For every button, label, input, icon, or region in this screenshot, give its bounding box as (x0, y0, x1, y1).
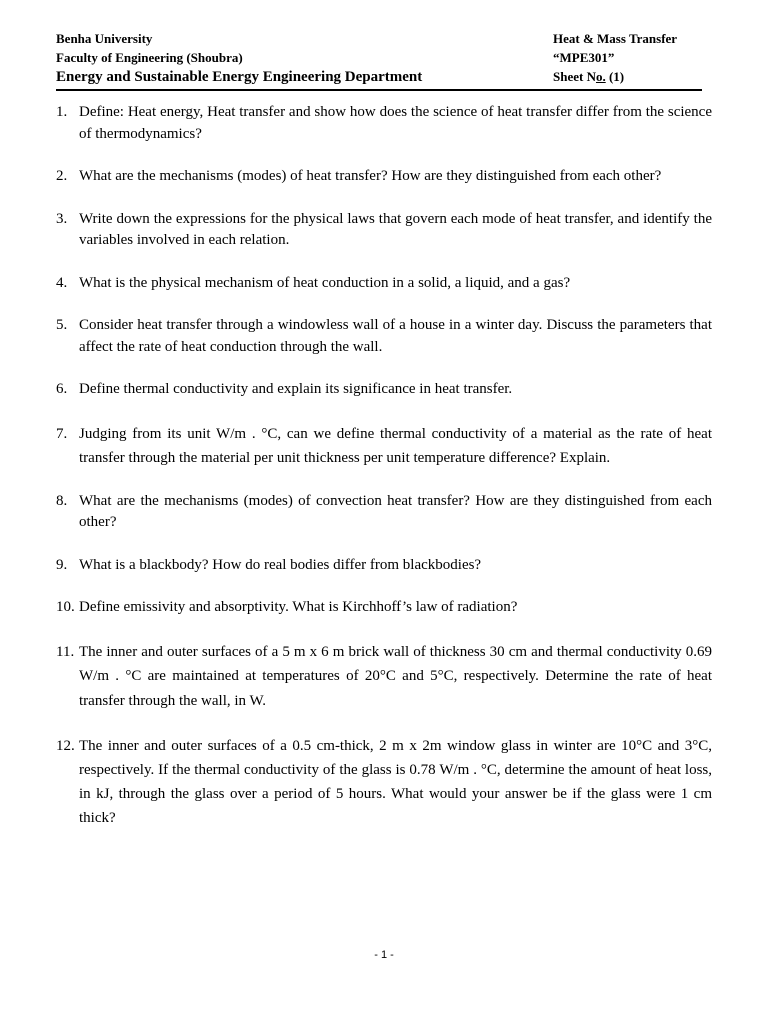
question-item (56, 102, 712, 145)
question-text: What are the mechanisms (modes) of heat transfer? How are they distinguished from each other? (79, 168, 662, 184)
header-course-block (553, 29, 713, 86)
header-institution-block (56, 29, 536, 87)
question-text: Define: Heat energy, Heat transfer and show how does the science of heat transfer differ from the science of thermodynamics? (79, 104, 712, 142)
question-item (56, 597, 712, 619)
question-text: What is a blackbody? How do real bodies differ from blackbodies? (79, 556, 482, 573)
question-item (56, 491, 712, 534)
question-item (56, 209, 712, 252)
question-item (56, 422, 712, 470)
faculty-name: Faculty of Engineering (Shoubra) (56, 50, 243, 65)
question-number: 2. (56, 168, 68, 184)
sheet-prefix: Sheet N (553, 69, 596, 84)
question-number: 4. (56, 274, 68, 291)
question-item (56, 640, 712, 714)
question-number: 7. (56, 425, 68, 442)
page-number: - 1 - (374, 949, 394, 961)
department-name: Energy and Sustainable Energy Engineering Department (56, 69, 423, 85)
question-text: Define emissivity and absorptivity. What is Kirchhoff’s law of radiation? (79, 599, 518, 615)
course-title: Heat & Mass Transfer (553, 31, 678, 46)
university-name: Benha University (56, 31, 153, 46)
question-item (56, 555, 712, 577)
question-text: Define thermal conductivity and explain its significance in heat transfer. (79, 381, 513, 397)
document-header (56, 29, 702, 89)
question-number: 8. (56, 492, 68, 509)
sheet-label (553, 67, 713, 86)
question-text: Write down the expressions for the physical laws that govern each mode of heat transfer, and identify the variables involved in each relation. (79, 210, 712, 248)
question-number: 5. (56, 317, 68, 333)
question-text: The inner and outer surfaces of a 5 m x 6 m brick wall of thickness 30 cm and thermal conductivity 0.69 W/m . °C are maintained at temperatures of 20°C and 5°C, respectively. Determine the rate of heat transfer through the wall, in W. (79, 643, 712, 709)
course-code: “MPE301” (553, 50, 615, 65)
question-item (56, 166, 712, 188)
question-text: Consider heat transfer through a windowless wall of a house in a winter day. Discuss the parameters that affect the rate of heat conduction through the wall. (79, 317, 712, 355)
question-text: What is the physical mechanism of heat conduction in a solid, a liquid, and a gas? (79, 274, 571, 291)
question-number: 9. (56, 556, 68, 573)
question-list (56, 102, 712, 830)
question-text: What are the mechanisms (modes) of convection heat transfer? How are they distinguished from each other? (79, 492, 712, 530)
question-item (56, 315, 712, 358)
question-text: The inner and outer surfaces of a 0.5 cm-thick, 2 m x 2m window glass in winter are 10°C and 3°C, respectively. If the thermal conductivity of the glass is 0.78 W/m . °C, determine the amount of heat loss, in kJ, through the glass over a period of 5 hours. What would your answer be if the glass were 1 cm thick? (79, 738, 712, 826)
question-number: 3. (56, 210, 68, 227)
sheet-number: (1) (605, 69, 625, 84)
question-item (56, 273, 712, 295)
question-number: 12. (56, 738, 75, 754)
sheet-no-abbrev: o. (595, 69, 606, 84)
question-number: 1. (56, 104, 68, 120)
question-number: 6. (56, 381, 68, 397)
question-text: Judging from its unit W/m . °C, can we define thermal conductivity of a material as the rate of heat transfer through the material per unit thickness per unit temperature difference? Explain. (79, 425, 712, 466)
question-item (56, 379, 712, 401)
question-item (56, 734, 712, 830)
question-number: 11. (56, 643, 75, 660)
header-divider (56, 89, 702, 91)
question-number: 10. (56, 599, 75, 615)
